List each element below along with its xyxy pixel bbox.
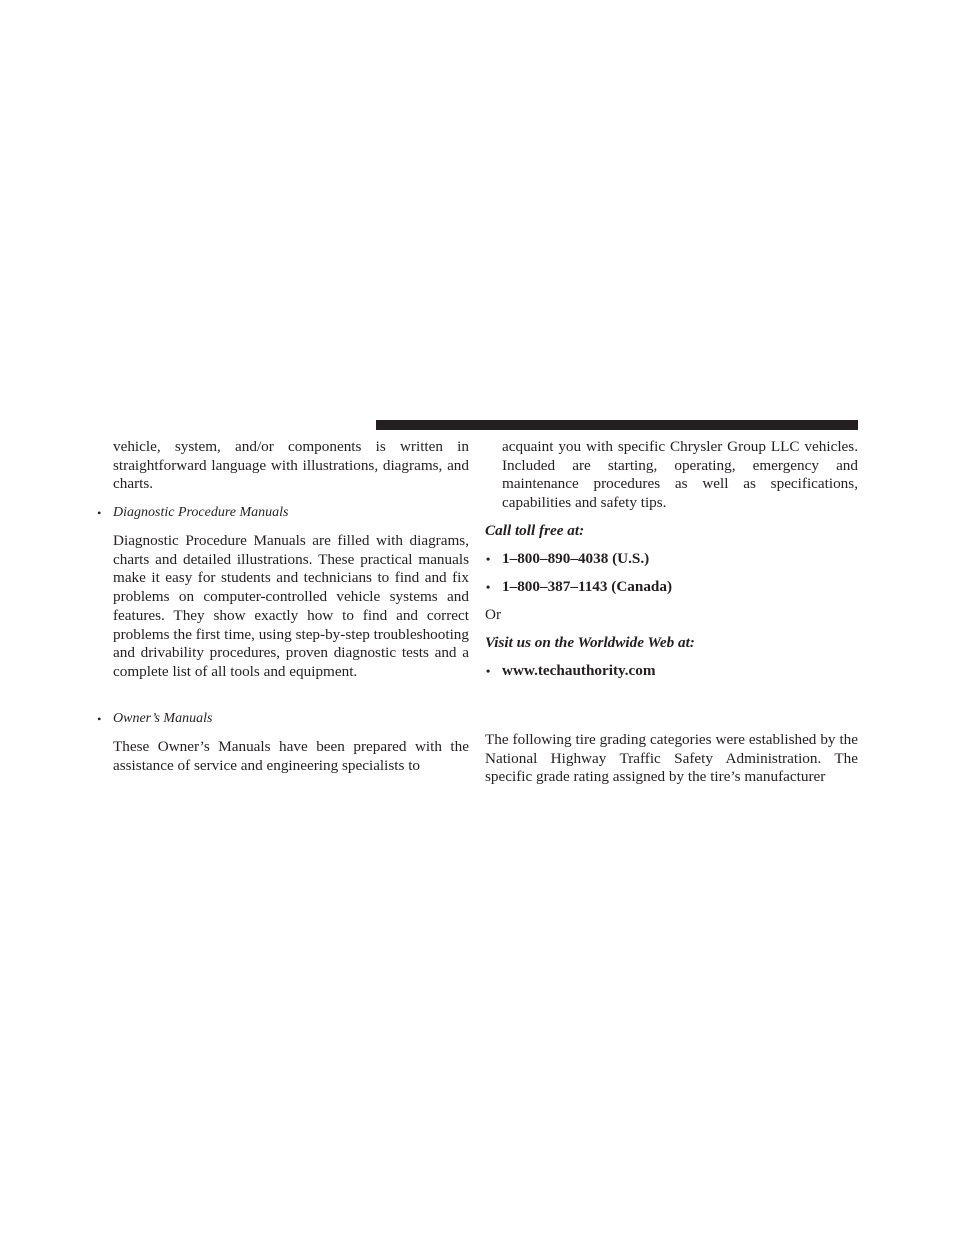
left-column [96, 438, 469, 775]
bullet-label: Owner’s Manuals [113, 711, 213, 726]
bullet-icon: • [97, 712, 102, 726]
acquaint-paragraph: acquaint you with specific Chrysler Group LLC vehicles. Included are starting, operating, emergency and maintenance procedures as well as specifications, capabilities and safety tips. [502, 438, 858, 512]
bullet-icon: • [486, 552, 491, 566]
or-text: Or [485, 606, 502, 623]
diagnostic-paragraph: Diagnostic Procedure Manuals are filled with diagrams, charts and detailed illustrations. These practical manuals make it easy for students and technicians to find and fix problems on computer-controlled vehicle systems and features. They show exactly how to find and correct problems the first time, using step-by-step troubleshooting and drivability procedures, proven diagnostic tests and a complete list of all tools and equipment. [113, 532, 469, 680]
website-link[interactable]: www.techauthority.com [502, 662, 656, 679]
bullet-diagnostic-manuals [96, 504, 469, 522]
bullet-icon: • [486, 664, 491, 678]
web-heading: Visit us on the Worldwide Web at: [485, 634, 695, 651]
phone-us: 1–800–890–4038 (U.S.) [502, 550, 650, 567]
phone-us-item [485, 550, 858, 568]
bullet-label: Diagnostic Procedure Manuals [113, 505, 289, 520]
bullet-icon: • [97, 506, 102, 520]
call-heading: Call toll free at: [485, 522, 585, 539]
bullet-icon: • [486, 580, 491, 594]
intro-paragraph: vehicle, system, and/or components is written in straightforward language with illustrations, diagrams, and charts. [113, 438, 469, 493]
phone-canada: 1–800–387–1143 (Canada) [502, 578, 673, 595]
bullet-owners-manuals [96, 710, 469, 728]
owners-paragraph: These Owner’s Manuals have been prepared with the assistance of service and engineering specialists to [113, 738, 469, 774]
section-header-bar [376, 420, 858, 430]
website-item [485, 662, 858, 680]
right-column [485, 438, 858, 787]
phone-canada-item [485, 578, 858, 596]
tire-grading-paragraph: The following tire grading categories were established by the National Highway Traffic Safety Administration. The specific grade rating assigned by the tire’s manufacturer [485, 731, 858, 786]
